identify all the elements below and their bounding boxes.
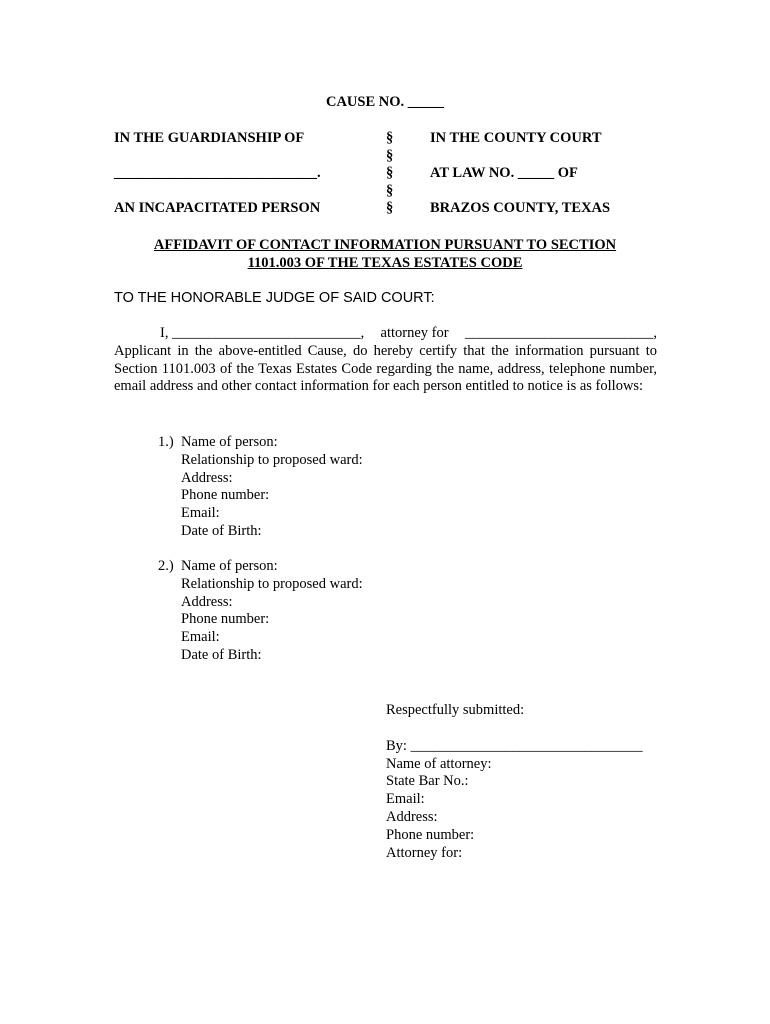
- caption-ward-name-blank: ____________________________.: [114, 165, 321, 181]
- field-date-of-birth: Date of Birth:: [181, 646, 262, 663]
- field-address: Address:: [181, 469, 233, 486]
- field-phone: Phone number:: [181, 611, 270, 628]
- salutation: TO THE HONORABLE JUDGE OF SAID COURT:: [114, 290, 435, 306]
- title-line-2: 1101.003 OF THE TEXAS ESTATES CODE: [247, 254, 523, 271]
- caption-county-state: BRAZOS COUNTY, TEXAS: [430, 200, 611, 216]
- section-mark: §: [386, 147, 394, 164]
- field-attorney-phone: Phone number:: [386, 826, 475, 843]
- field-attorney-for: Attorney for:: [386, 844, 463, 861]
- caption-incapacitated: AN INCAPACITATED PERSON: [114, 200, 321, 216]
- person-number: 1.): [158, 434, 174, 450]
- field-relationship: Relationship to proposed ward:: [181, 575, 363, 592]
- field-name-of-person: Name of person:: [181, 558, 278, 574]
- signature-line: By: ________________________________: [386, 737, 643, 754]
- field-relationship: Relationship to proposed ward:: [181, 451, 363, 468]
- document-title: [0, 237, 770, 272]
- attorney-for-label: attorney for: [380, 325, 449, 341]
- field-email: Email:: [181, 629, 220, 646]
- field-attorney-name: Name of attorney:: [386, 755, 492, 772]
- section-mark: §: [386, 165, 394, 181]
- field-attorney-email: Email:: [386, 791, 425, 808]
- caption-law-number: AT LAW NO. _____ OF: [430, 165, 578, 181]
- field-address: Address:: [181, 593, 233, 610]
- section-mark: §: [386, 200, 394, 216]
- closing-text: Respectfully submitted:: [386, 702, 525, 718]
- section-mark: §: [386, 130, 394, 146]
- intro-body: Applicant in the above-entitled Cause, do hereby certify that the information pursuant to Section 1101.003 of the Texas Estates Code regarding the name, address, telephone number, email address and other contact information for each person entitled to notice is as follows:: [114, 342, 657, 395]
- field-attorney-address: Address:: [386, 808, 438, 825]
- person-fields: [181, 434, 363, 541]
- field-state-bar-no: State Bar No.:: [386, 773, 469, 790]
- intro-first-line: [114, 325, 657, 343]
- applicant-blank: __________________________,: [464, 325, 657, 341]
- caption-county-court: IN THE COUNTY COURT: [430, 130, 602, 146]
- field-phone: Phone number:: [181, 487, 270, 504]
- caption-guardianship: IN THE GUARDIANSHIP OF: [114, 130, 305, 146]
- intro-paragraph: [114, 325, 657, 396]
- cause-number: CAUSE NO. _____: [325, 94, 445, 110]
- field-date-of-birth: Date of Birth:: [181, 522, 262, 539]
- declarant-blank: I, __________________________,: [160, 325, 365, 341]
- section-marks: [386, 130, 396, 218]
- field-name-of-person: Name of person:: [181, 434, 278, 450]
- person-fields: [181, 558, 363, 665]
- section-mark: §: [386, 182, 394, 199]
- signature-block: [386, 702, 643, 862]
- field-email: Email:: [181, 505, 220, 522]
- person-number: 2.): [158, 558, 174, 574]
- title-line-1: AFFIDAVIT OF CONTACT INFORMATION PURSUANT TO SECTION: [153, 237, 617, 253]
